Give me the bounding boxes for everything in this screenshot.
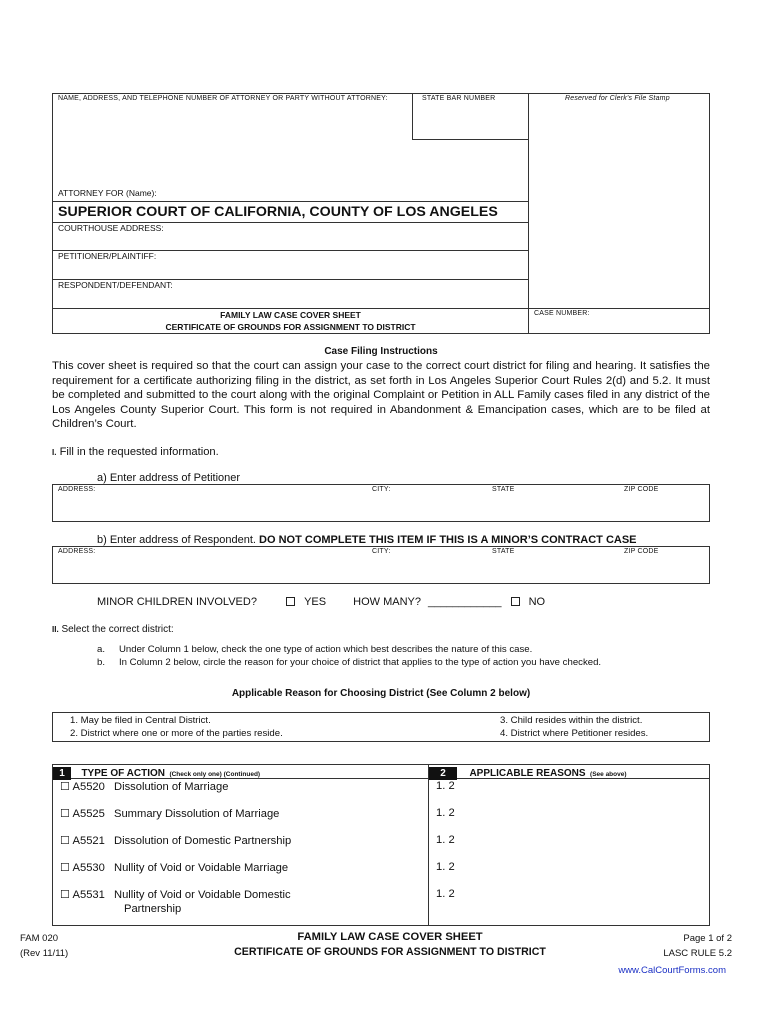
row-reasons[interactable]: 1. 2 (436, 888, 455, 900)
action-table-column-divider (428, 764, 429, 926)
respondent-zip-label: ZIP CODE (624, 548, 659, 555)
petitioner-city-label: CITY: (372, 486, 391, 493)
table-row (60, 780, 228, 793)
section-2-text: Select the correct district: (61, 624, 174, 635)
table-row (60, 888, 291, 901)
row-reasons[interactable]: 1. 2 (436, 807, 455, 819)
footer-website-link[interactable]: www.CalCourtForms.com (618, 965, 726, 976)
action-checkbox[interactable]: ☐ (60, 835, 71, 847)
row-reasons[interactable]: 1. 2 (436, 780, 455, 792)
footer-title-2: CERTIFICATE OF GROUNDS FOR ASSIGNMENT TO DISTRICT (234, 946, 546, 958)
action-checkbox[interactable]: ☐ (60, 862, 71, 874)
action-description: Nullity of Void or Voidable Marriage (114, 862, 289, 874)
case-number-label[interactable]: CASE NUMBER: (534, 310, 590, 317)
respondent-state-label: STATE (492, 548, 515, 555)
reasons-heading: Applicable Reason for Choosing District (See Column 2 below) (231, 688, 531, 699)
section-1-numeral: I. (52, 448, 57, 457)
reason-4: 4. District where Petitioner resides. (500, 728, 649, 739)
action-code: A5525 (72, 808, 105, 820)
action-checkbox[interactable]: ☐ (60, 889, 71, 901)
state-bar-bottom (412, 139, 529, 140)
column-1-subtitle: (Check only one) (Continued) (169, 771, 261, 778)
footer-page-number: Page 1 of 2 (683, 933, 732, 944)
table-row (60, 861, 288, 874)
action-checkbox[interactable]: ☐ (60, 781, 71, 793)
respondent-address-prompt (97, 534, 637, 546)
action-description-continued: Partnership (124, 903, 182, 915)
no-label: NO (528, 596, 546, 608)
how-many-label: HOW MANY? (353, 596, 421, 608)
column-1-title: TYPE OF ACTION (81, 768, 165, 779)
column-2-number: 2 (429, 767, 457, 780)
header-divider-vertical (528, 93, 529, 334)
yes-label: YES (304, 596, 327, 608)
instructions-paragraph: This cover sheet is required so that the court can assign your case to the correct court district for filing and hearing. It satisfies the requirement for a certificate authorizing filing in the district, as set forth in Los Angeles Superior Court Rules 2(d) and 5.2. It must be completed and submitted to the court along with the original Complaint or Petition in ALL Family cases filed in any district of the Los Angeles County Superior Court. This form is not required in Abandonment & Emancipation cases, which are to be filed at Children’s Court. (52, 360, 710, 431)
step-b-mark: b. (97, 657, 106, 668)
action-code: A5521 (72, 835, 105, 847)
court-title: SUPERIOR COURT OF CALIFORNIA, COUNTY OF LOS ANGELES (58, 204, 498, 220)
yes-checkbox[interactable] (286, 597, 295, 606)
reason-3: 3. Child resides within the district. (500, 715, 643, 726)
courthouse-address-label[interactable]: COURTHOUSE ADDRESS: (58, 223, 164, 233)
action-description: Summary Dissolution of Marriage (114, 808, 280, 820)
attorney-name-label: NAME, ADDRESS, AND TELEPHONE NUMBER OF ATTORNEY OR PARTY WITHOUT ATTORNEY: (58, 95, 388, 102)
step-b (97, 657, 601, 668)
court-title-top (52, 201, 529, 202)
column-2-header (429, 765, 627, 778)
column-2-subtitle: (See above) (590, 771, 627, 778)
attorney-for-label[interactable]: ATTORNEY FOR (Name): (58, 188, 157, 198)
footer-rule: LASC RULE 5.2 (663, 948, 732, 959)
minor-children-row (97, 596, 697, 608)
step-a (97, 644, 532, 655)
header-form-title-1: FAMILY LAW CASE COVER SHEET (220, 310, 361, 320)
action-description: Dissolution of Marriage (114, 781, 229, 793)
footer-form-number: FAM 020 (20, 933, 59, 944)
column-1-number: 1 (53, 767, 71, 780)
section-1-text: Fill in the requested information. (59, 446, 219, 458)
header-form-title-2: CERTIFICATE OF GROUNDS FOR ASSIGNMENT TO DISTRICT (165, 322, 416, 332)
respondent-address-prompt-text: b) Enter address of Respondent. (97, 534, 256, 546)
petitioner-address-prompt: a) Enter address of Petitioner (97, 472, 241, 484)
how-many-field[interactable]: ____________ (428, 596, 502, 608)
column-1-header (53, 765, 260, 778)
petitioner-label[interactable]: PETITIONER/PLAINTIFF: (58, 251, 157, 261)
petitioner-zip-label: ZIP CODE (624, 486, 659, 493)
respondent-city-label: CITY: (372, 548, 391, 555)
step-a-text: Under Column 1 below, check the one type of action which best describes the nature of this case. (119, 644, 533, 655)
section-1-heading (52, 446, 219, 458)
instructions-heading: Case Filing Instructions (324, 346, 438, 357)
action-code: A5530 (72, 862, 105, 874)
reason-2: 2. District where one or more of the parties reside. (70, 728, 283, 739)
petitioner-state-label: STATE (492, 486, 515, 493)
state-bar-label: STATE BAR NUMBER (422, 95, 496, 102)
table-row (60, 834, 291, 847)
respondent-address-warning: DO NOT COMPLETE THIS ITEM IF THIS IS A MINOR’S CONTRACT CASE (259, 534, 637, 546)
step-b-text: In Column 2 below, circle the reason for your choice of district that applies to the type of action you have checked. (119, 657, 602, 668)
column-2-title: APPLICABLE REASONS (469, 768, 586, 779)
respondent-address-label: ADDRESS: (58, 548, 96, 555)
section-2-numeral: II. (52, 625, 59, 634)
action-checkbox[interactable]: ☐ (60, 808, 71, 820)
footer-revision: (Rev 11/11) (20, 948, 69, 959)
step-a-mark: a. (97, 644, 106, 655)
no-checkbox[interactable] (511, 597, 520, 606)
action-description: Dissolution of Domestic Partnership (114, 835, 292, 847)
row-reasons[interactable]: 1. 2 (436, 834, 455, 846)
footer-title-1: FAMILY LAW CASE COVER SHEET (297, 931, 483, 943)
reason-1: 1. May be filed in Central District. (70, 715, 211, 726)
action-code: A5531 (72, 889, 105, 901)
section-2-heading (52, 624, 174, 635)
table-row (60, 807, 279, 820)
minor-children-label: MINOR CHILDREN INVOLVED? (97, 596, 257, 608)
row-reasons[interactable]: 1. 2 (436, 861, 455, 873)
petitioner-address-label: ADDRESS: (58, 486, 96, 493)
title-row-top (52, 308, 710, 309)
action-description: Nullity of Void or Voidable Domestic (114, 889, 291, 901)
respondent-label[interactable]: RESPONDENT/DEFENDANT: (58, 280, 173, 290)
action-code: A5520 (72, 781, 105, 793)
clerk-stamp-label: Reserved for Clerk's File Stamp (565, 95, 670, 102)
state-bar-divider (412, 93, 413, 139)
